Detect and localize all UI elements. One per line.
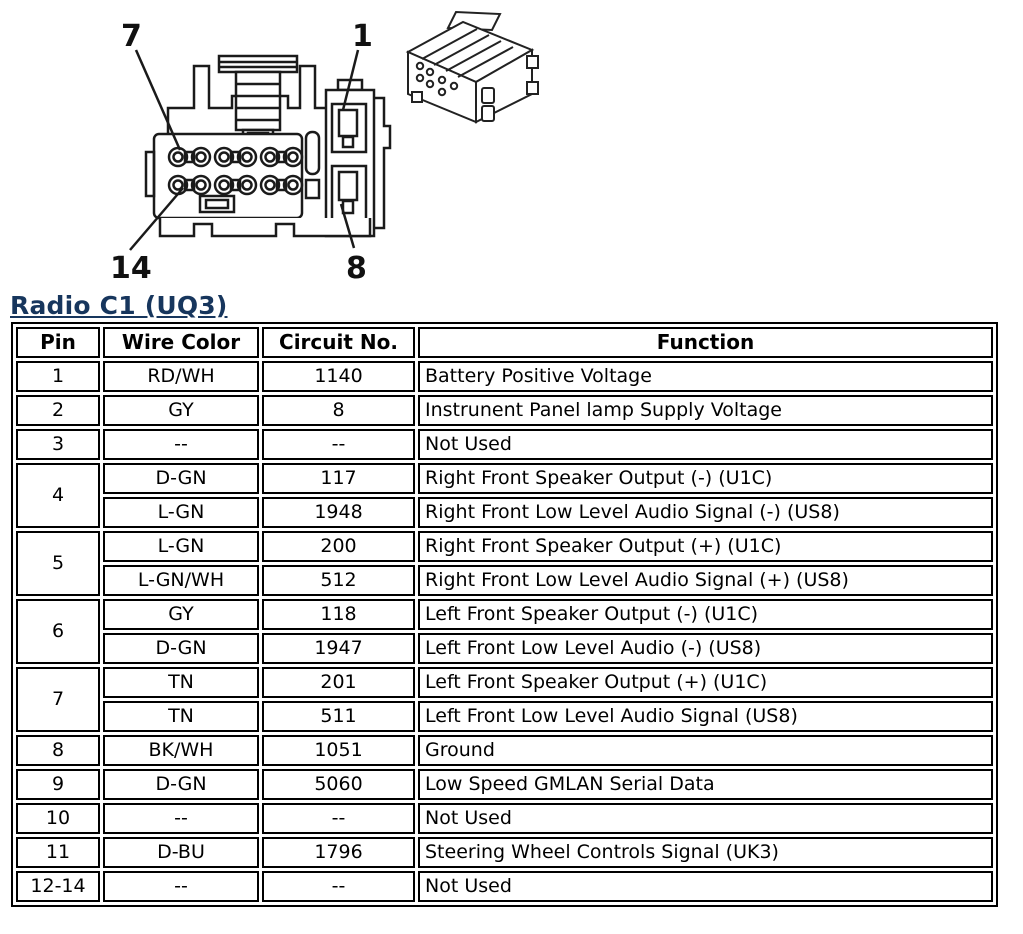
wire-color-cell: L-GN: [103, 497, 259, 528]
table-row: [16, 837, 993, 868]
callout-14-label: 14: [110, 251, 152, 286]
table-row: [16, 395, 993, 426]
function-cell: Right Front Speaker Output (+) (U1C): [418, 531, 993, 562]
pin-cell: 1: [16, 361, 100, 392]
table-row: [16, 361, 993, 392]
circuit-no-cell: 512: [262, 565, 415, 596]
circuit-no-cell: --: [262, 429, 415, 460]
function-cell: Right Front Low Level Audio Signal (-) (US8): [418, 497, 993, 528]
pin-cell: 11: [16, 837, 100, 868]
circuit-no-cell: 118: [262, 599, 415, 630]
pin-cell: 3: [16, 429, 100, 460]
connector-3d-view: [408, 12, 538, 122]
table-row: [16, 429, 993, 460]
column-header-circuit: Circuit No.: [262, 327, 415, 358]
function-cell: Not Used: [418, 803, 993, 834]
function-cell: Low Speed GMLAN Serial Data: [418, 769, 993, 800]
wire-color-cell: L-GN: [103, 531, 259, 562]
wire-color-cell: GY: [103, 599, 259, 630]
wire-color-cell: D-GN: [103, 769, 259, 800]
wire-color-cell: --: [103, 871, 259, 902]
column-header-function: Function: [418, 327, 993, 358]
table-row: [16, 667, 993, 698]
function-cell: Left Front Low Level Audio (-) (US8): [418, 633, 993, 664]
circuit-no-cell: 1796: [262, 837, 415, 868]
wire-color-cell: RD/WH: [103, 361, 259, 392]
pin-cell: 7: [16, 667, 100, 732]
pin-cell: 8: [16, 735, 100, 766]
wire-color-cell: L-GN/WH: [103, 565, 259, 596]
table-row: [16, 531, 993, 562]
function-cell: Left Front Speaker Output (-) (U1C): [418, 599, 993, 630]
wire-color-cell: --: [103, 429, 259, 460]
function-cell: Not Used: [418, 429, 993, 460]
pin-cell: 4: [16, 463, 100, 528]
circuit-no-cell: 1051: [262, 735, 415, 766]
pin-cell: 10: [16, 803, 100, 834]
pinout-table: [11, 322, 998, 907]
wire-color-cell: D-GN: [103, 633, 259, 664]
table-row: [16, 565, 993, 596]
section-heading-link[interactable]: Radio C1 (UQ3): [10, 291, 228, 320]
function-cell: Not Used: [418, 871, 993, 902]
function-cell: Left Front Speaker Output (+) (U1C): [418, 667, 993, 698]
wire-color-cell: TN: [103, 667, 259, 698]
wire-color-cell: D-GN: [103, 463, 259, 494]
pin-cell: 9: [16, 769, 100, 800]
callout-1-label: 1: [352, 19, 373, 54]
function-cell: Steering Wheel Controls Signal (UK3): [418, 837, 993, 868]
column-header-pin: Pin: [16, 327, 100, 358]
table-row: [16, 633, 993, 664]
circuit-no-cell: 8: [262, 395, 415, 426]
pin-cell: 12-14: [16, 871, 100, 902]
pin-cell: 2: [16, 395, 100, 426]
wire-color-cell: D-BU: [103, 837, 259, 868]
function-cell: Instrunent Panel lamp Supply Voltage: [418, 395, 993, 426]
column-header-wire: Wire Color: [103, 327, 259, 358]
circuit-no-cell: 1948: [262, 497, 415, 528]
circuit-no-cell: 511: [262, 701, 415, 732]
pin-cell: 5: [16, 531, 100, 596]
pin-cell: 6: [16, 599, 100, 664]
table-row: [16, 463, 993, 494]
circuit-no-cell: --: [262, 871, 415, 902]
circuit-no-cell: 1140: [262, 361, 415, 392]
table-row: [16, 871, 993, 902]
callout-8-label: 8: [346, 251, 367, 286]
connector-diagram-svg: [0, 0, 1023, 290]
table-row: [16, 701, 993, 732]
circuit-no-cell: --: [262, 803, 415, 834]
circuit-no-cell: 5060: [262, 769, 415, 800]
table-row: [16, 599, 993, 630]
wire-color-cell: TN: [103, 701, 259, 732]
function-cell: Right Front Low Level Audio Signal (+) (US8): [418, 565, 993, 596]
circuit-no-cell: 200: [262, 531, 415, 562]
wire-color-cell: BK/WH: [103, 735, 259, 766]
connector-diagram: [0, 0, 1023, 290]
function-cell: Ground: [418, 735, 993, 766]
function-cell: Battery Positive Voltage: [418, 361, 993, 392]
table-row: [16, 769, 993, 800]
circuit-no-cell: 201: [262, 667, 415, 698]
connector-front-view: [130, 50, 390, 250]
table-row: [16, 735, 993, 766]
table-row: [16, 803, 993, 834]
circuit-no-cell: 1947: [262, 633, 415, 664]
function-cell: Left Front Low Level Audio Signal (US8): [418, 701, 993, 732]
callout-7-label: 7: [121, 19, 142, 54]
wire-color-cell: --: [103, 803, 259, 834]
table-row: [16, 497, 993, 528]
table-header-row: [16, 327, 993, 358]
circuit-no-cell: 117: [262, 463, 415, 494]
function-cell: Right Front Speaker Output (-) (U1C): [418, 463, 993, 494]
wire-color-cell: GY: [103, 395, 259, 426]
